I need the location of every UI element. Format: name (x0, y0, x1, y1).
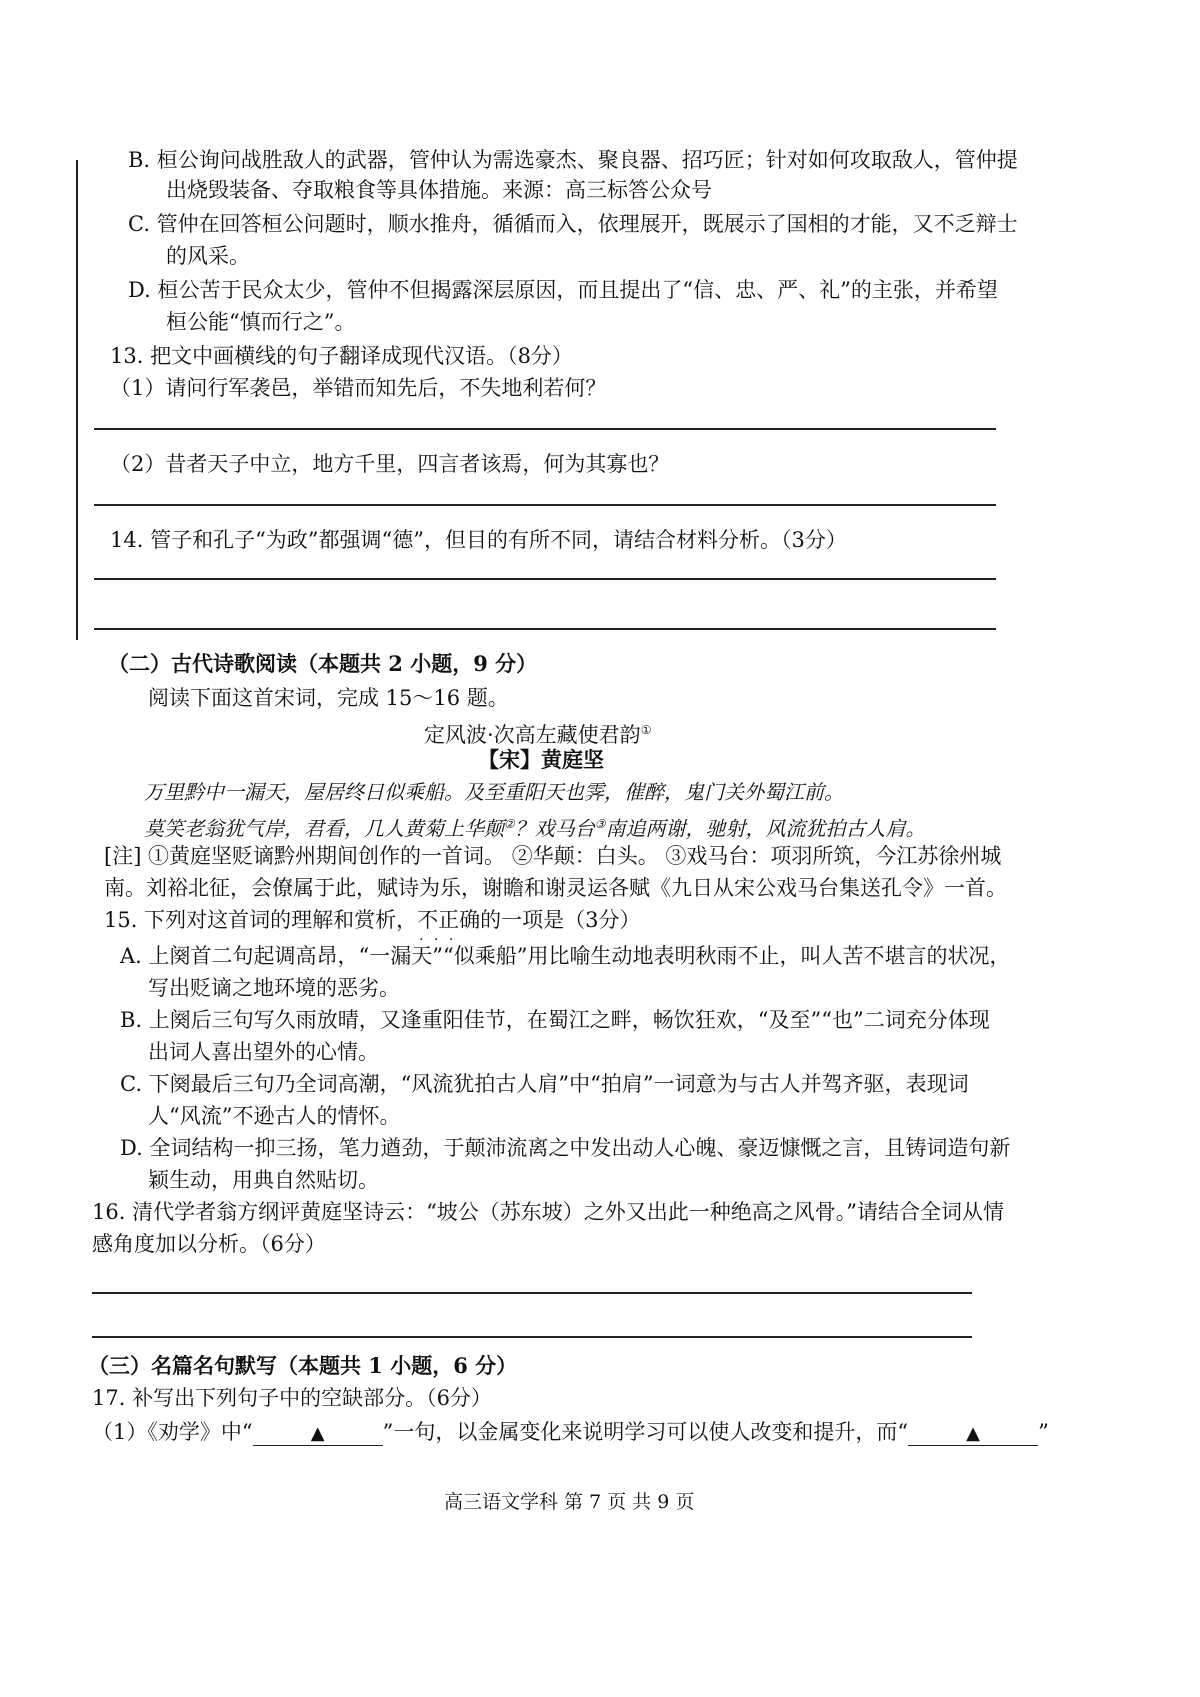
footnote-mark: ③ (594, 817, 606, 831)
q15-option-a-line2: 写出贬谪之地环境的恶劣。 (148, 976, 400, 1000)
section3-heading: （三）名篇名句默写（本题共 1 小题，6 分） (88, 1353, 518, 1378)
answer-line (94, 628, 996, 630)
answer-line (94, 578, 996, 580)
q16-stem-line1: 16. 清代学者翁方纲评黄庭坚诗云：“坡公（苏东坡）之外又出此一种绝高之风骨。”请结合全词从情 (92, 1200, 1005, 1224)
q15-option-c-line2: 人“风流”不逊古人的情怀。 (148, 1104, 401, 1128)
answer-line (92, 1292, 972, 1294)
q15-option-b-line1: B. 上阕后三句写久雨放晴，又逢重阳佳节，在蜀江之畔，畅饮狂欢，“及至”“也”二词充分体现 (120, 1008, 990, 1032)
q15-option-d-line1: D. 全词结构一抑三扬，笔力遒劲，于颠沛流离之中发出动人心魄、豪迈慷慨之言，且铸词造句新 (120, 1136, 1011, 1160)
q15-option-c-line1: C. 下阕最后三句乃全词高潮，“风流犹拍古人肩”中“拍肩”一词意为与古人并驾齐驱，表现词 (120, 1072, 969, 1096)
q15-option-d-line2: 颖生动，用典自然贴切。 (148, 1168, 379, 1192)
q17-stem: 17. 补写出下列句子中的空缺部分。（6分） (92, 1386, 492, 1410)
q12-option-d-line1: D. 桓公苦于民众太少，管仲不但揭露深层原因，而且提出了“信、忠、严、礼”的主张，并希望 (128, 278, 998, 302)
q12-option-b-line1: B. 桓公询问战胜敌人的武器，管仲认为需选豪杰、聚良器、招巧匠；针对如何攻取敌人，管仲提 (128, 148, 1018, 172)
q12-option-d-line2: 桓公能“慎而行之”。 (166, 310, 356, 334)
q15-option-b-line2: 出词人喜出望外的心情。 (148, 1040, 379, 1064)
section2-heading: （二）古代诗歌阅读（本题共 2 小题，9 分） (108, 651, 538, 676)
q16-stem-line2: 感角度加以分析。（6分） (92, 1232, 326, 1256)
poem-notes-line2: 南。刘裕北征，会僚属于此，赋诗为乐，谢瞻和谢灵运各赋《九日从宋公戏马台集送孔令》一首。 (104, 876, 1007, 900)
q15-stem: 15. 下列对这首词的理解和赏析，不正确 · · ·的一项是（3分） (104, 906, 640, 934)
q17-item-1: （1）《劝学》中“ ▲ ”一句，以金属变化来说明学习可以使人改变和提升，而“ ▲ ” (92, 1420, 1049, 1444)
q15-option-a-line1: A. 上阕首二句起调高昂，“一漏天”“似乘船”用比喻生动地表明秋雨不止，叫人苦不堪言的状况， (120, 944, 1011, 968)
section2-intro: 阅读下面这首宋词，完成 15～16 题。 (148, 686, 509, 710)
q14-stem: 14. 管子和孔子“为政”都强调“德”，但目的有所不同，请结合材料分析。（3分） (110, 528, 847, 552)
fill-blank[interactable]: ▲ (253, 1423, 383, 1446)
footnote-mark: ② (504, 817, 515, 831)
q13-stem: 13. 把文中画横线的句子翻译成现代汉语。（8分） (110, 344, 573, 368)
poem-line-2: 莫笑老翁犹气岸，君看，几人黄菊上华颠②？戏马台③南追两谢，驰射，风流犹拍古人肩。 (144, 816, 926, 841)
page-footer: 高三语文学科 第 7 页 共 9 页 (444, 1491, 695, 1513)
fill-blank[interactable]: ▲ (908, 1423, 1038, 1446)
poem-line-1: 万里黔中一漏天，屋居终日似乘船。及至重阳天也霁，催醉，鬼门关外蜀江前。 (144, 780, 844, 804)
poem-author: 【宋】黄庭坚 (478, 747, 604, 772)
poem-title: 定风波·次高左藏使君韵① (424, 723, 652, 747)
answer-line (94, 504, 996, 506)
poem-notes-line1: [注] ①黄庭坚贬谪黔州期间创作的一首词。 ②华颠：白头。 ③戏马台：项羽所筑，今江苏徐州城 (104, 844, 1002, 868)
q12-option-c-line1: C. 管仲在回答桓公问题时，顺水推舟，循循而入，依理展开，既展示了国相的才能，又不乏辩士 (128, 212, 1018, 236)
q13-sentence-2: （2）昔者天子中立，地方千里，四言者该焉，何为其寡也？ (110, 452, 670, 476)
answer-line (92, 1336, 972, 1338)
q13-sentence-1: （1）请问行军袭邑，举错而知先后，不失地利若何？ (110, 376, 607, 400)
margin-line (76, 160, 78, 640)
q12-option-b-line2: 出烧毁装备、夺取粮食等具体措施。来源：高三标答公众号 (166, 178, 712, 202)
footnote-mark: ① (640, 723, 652, 737)
emphasis-text: 不正确 · · · (417, 908, 480, 932)
q12-option-c-line2: 的风采。 (166, 244, 250, 268)
answer-line (94, 428, 996, 430)
